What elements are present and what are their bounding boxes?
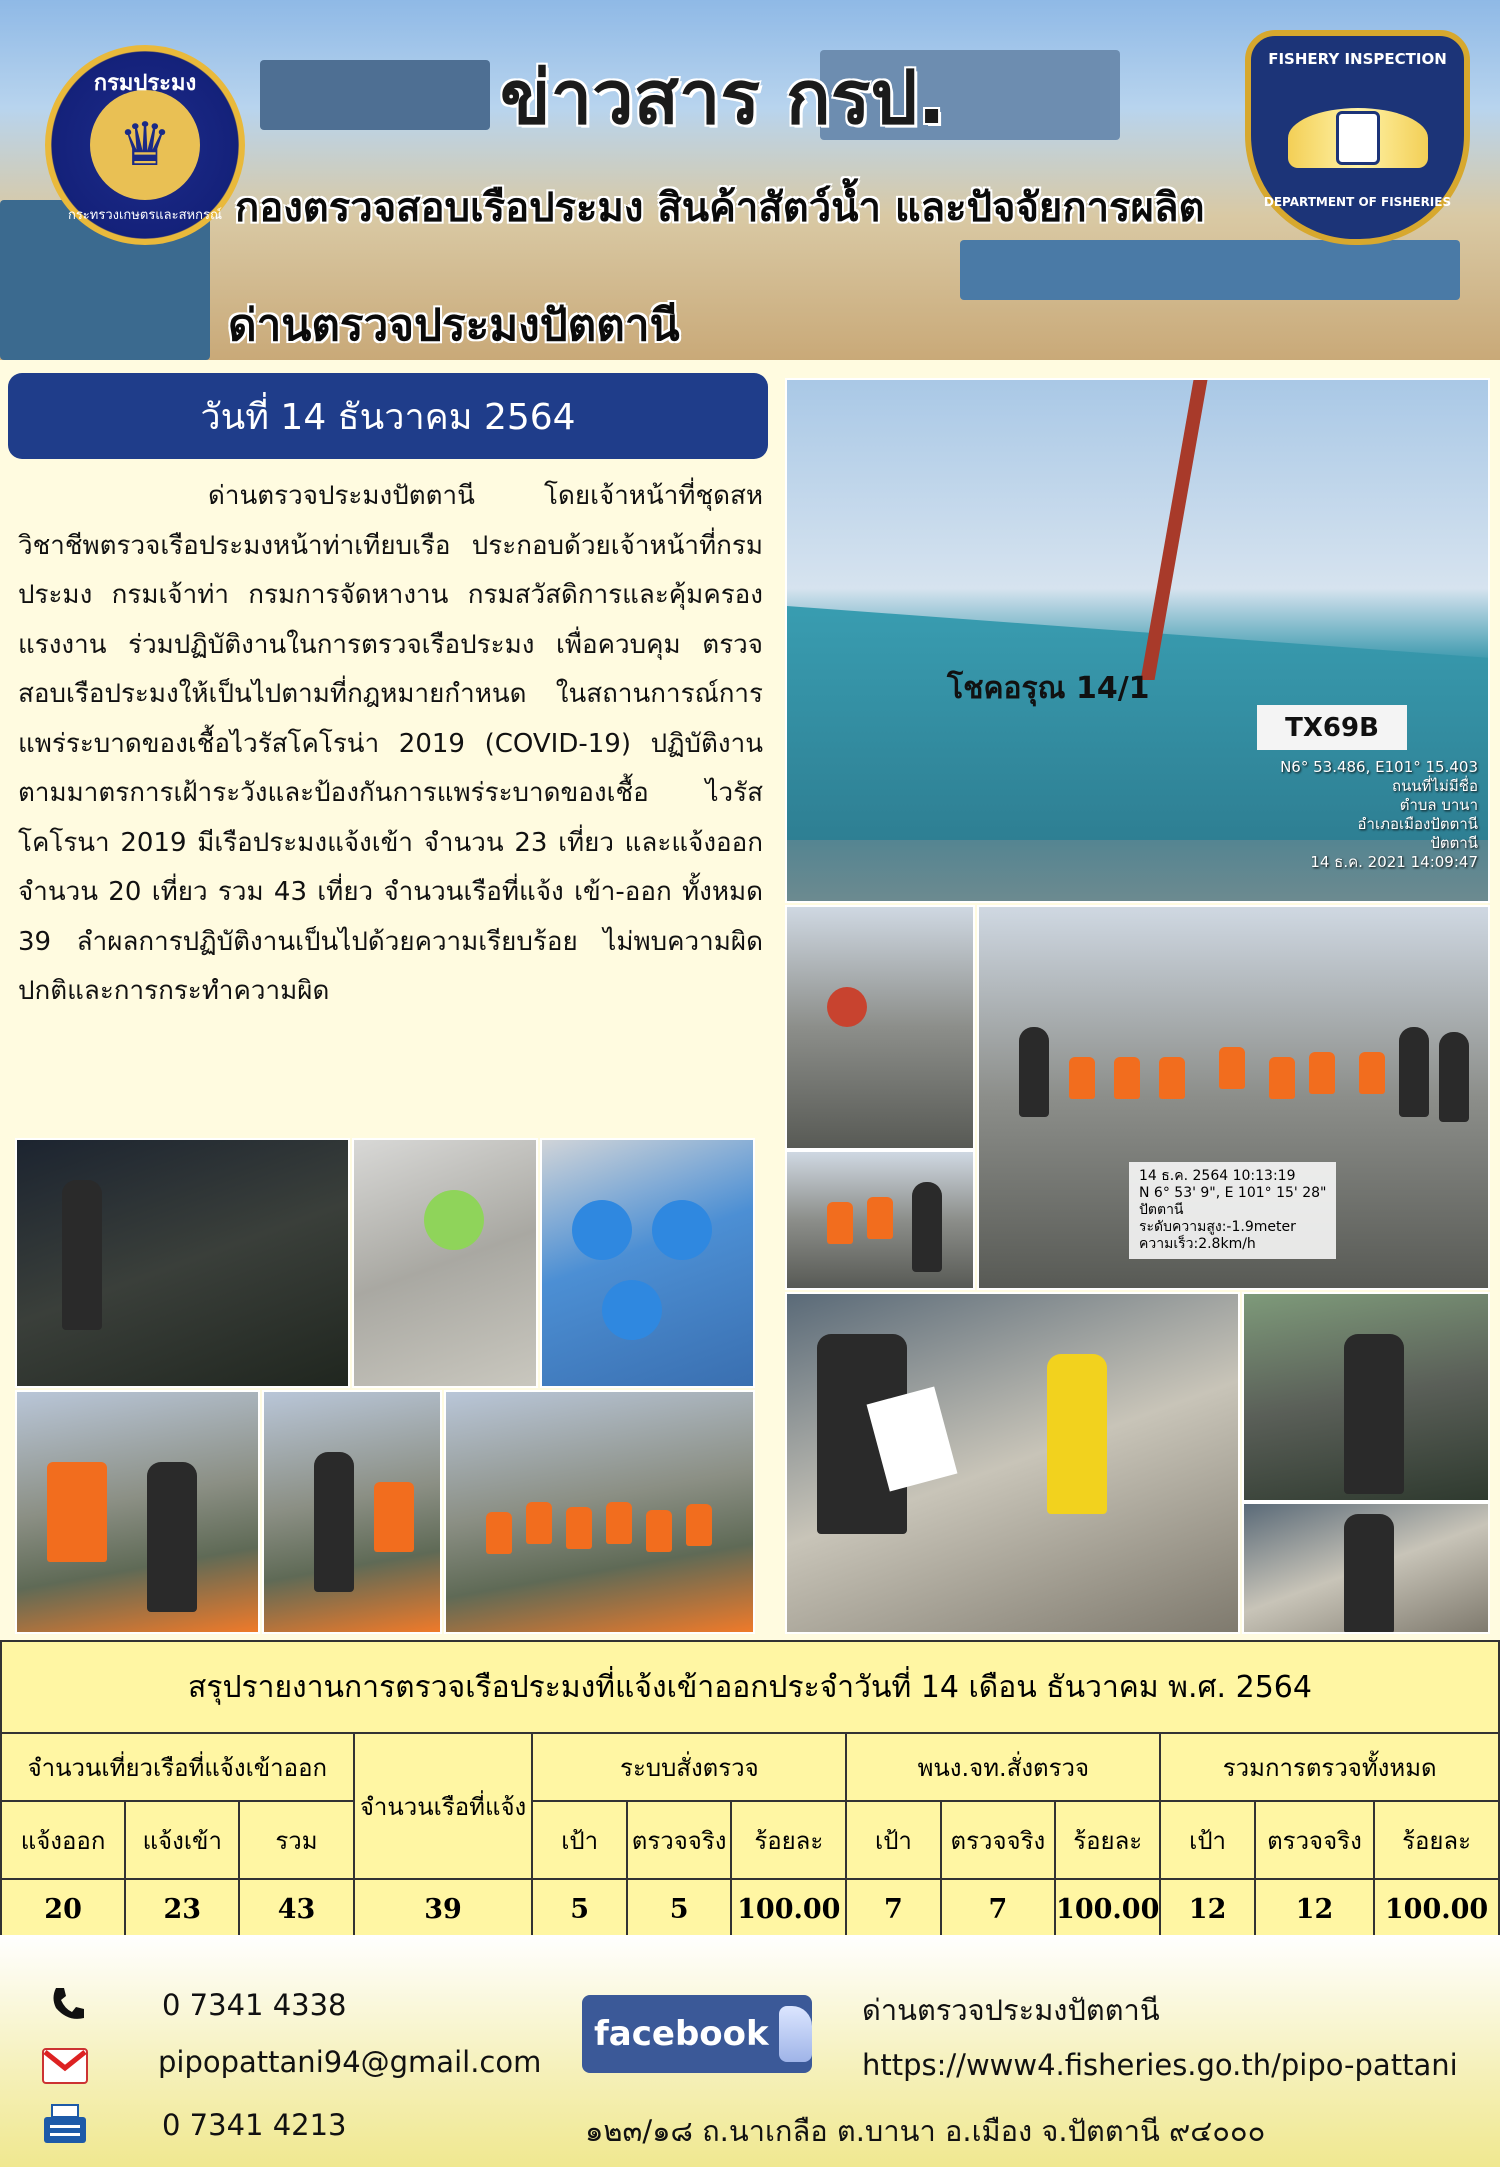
- col-pnj-target: เป้า: [846, 1801, 940, 1879]
- email-icon: [42, 2045, 88, 2087]
- summary-table-section: [0, 1640, 1500, 1940]
- col-in: แจ้งเข้า: [125, 1801, 239, 1879]
- cell-sys-target: 5: [532, 1879, 626, 1939]
- col-sys-actual: ตรวจจริง: [627, 1801, 731, 1879]
- table-row: [1, 1879, 1499, 1939]
- photo-crew-lineup: [977, 905, 1490, 1290]
- photo-crew-group: [444, 1390, 755, 1634]
- office-title: ด่านตรวจประมงปัตตานี: [228, 300, 680, 351]
- logo-left-bottom-text: กระทรวงเกษตรและสหกรณ์: [67, 208, 223, 223]
- cell-in: 23: [125, 1879, 239, 1939]
- badge-top-text: FISHERY INSPECTION: [1268, 50, 1447, 68]
- newsletter-title: ข่าวสาร กรป.: [500, 55, 946, 141]
- col-tot-target: เป้า: [1160, 1801, 1254, 1879]
- gps-stamp-boat: N6° 53.486, E101° 15.403 ถนนที่ไม่มีชื่อ ตำบล บานา อำเภอเมืองปัตตานี ปัตตานี 14 ธ.ค. 2021 14:09:47: [1280, 758, 1478, 871]
- office-address: ๑๒๓/๑๘ ถ.นาเกลือ ต.บานา อ.เมือง จ.ปัตตานี ๙๔๐๐๐: [585, 2114, 1266, 2148]
- boat-name: โชคอรุณ 14/1: [947, 671, 1150, 706]
- photo-officer-writing: [15, 1390, 260, 1634]
- facebook-label: facebook: [594, 2014, 769, 2054]
- date-banner: วันที่ 14 ธันวาคม 2564: [8, 373, 768, 459]
- cell-tot-percent: 100.00: [1374, 1879, 1499, 1939]
- fax-number[interactable]: 0 7341 4213: [162, 2108, 347, 2142]
- photo-document-check: [262, 1390, 442, 1634]
- cell-sys-actual: 5: [627, 1879, 731, 1939]
- col-tot-percent: ร้อยละ: [1374, 1801, 1499, 1879]
- header-system: ระบบสั่งตรวจ: [532, 1733, 846, 1801]
- photo-paperwork: [1242, 1502, 1490, 1634]
- photo-fishing-boat: [785, 378, 1490, 903]
- cell-pnj-target: 7: [846, 1879, 940, 1939]
- boat-registration: TX69B: [1257, 705, 1407, 750]
- header-boats: จำนวนเรือที่แจ้ง: [354, 1733, 533, 1879]
- wings-shield-icon: [1288, 108, 1428, 168]
- photo-officer-check: [1242, 1292, 1490, 1502]
- photo-dock-equipment: [785, 905, 975, 1150]
- news-body-text: ด่านตรวจประมงปัตตานี โดยเจ้าหน้าที่ชุดสหวิชาชีพตรวจเรือประมงหน้าท่าเทียบเรือ ประกอบด้วยเจ้าหน้าที่กรมประมง กรมเจ้าท่า กรมการจัดหางาน กรมสวัสดิการและคุ้มครองแรงงาน ร่วมปฏิบัติงานในการตรวจเรือประมง เพื่อควบคุม ตรวจสอบเรือประมงให้เป็นไปตามที่กฎหมายกำหนด ในสถานการณ์การแพร่ระบาดของเชื้อไวรัสโคโรน่า 2019 (COVID-19) ปฏิบัติงานตามมาตรการเฝ้าระวังและป้องกันการแพร่ระบาดของเชื้อ ไวรัสโคโรนา 2019 มีเรือประมงแจ้งเข้า จำนวน 23 เที่ยว และแจ้งออก จำนวน 20 เที่ยว รวม 43 เที่ยว จำนวนเรือที่แจ้ง เข้า-ออก ทั้งหมด 39 ลำผลการปฏิบัติงานเป็นไปด้วยความเรียบร้อย ไม่พบความผิดปกติและการกระทำความผิด: [18, 481, 763, 1006]
- summary-table: [0, 1732, 1500, 1940]
- cell-tot-target: 12: [1160, 1879, 1254, 1939]
- cell-pnj-percent: 100.00: [1055, 1879, 1160, 1939]
- phone-icon: [45, 1983, 91, 2025]
- cell-out: 20: [1, 1879, 125, 1939]
- logo-left-top-text: กรมประมง: [93, 71, 197, 96]
- emblem-icon: ♛: [90, 90, 200, 200]
- gps-stamp-crew: 14 ธ.ค. 2564 10:13:19 N 6° 53' 9", E 101° 15' 28" ปัตตานี ระดับความสูง:-1.9meter ความเร็ว:2.8km/h: [1129, 1162, 1336, 1259]
- division-subtitle: กองตรวจสอบเรือประมง สินค้าสัตว์น้ำ และปัจจัยการผลิต: [235, 185, 1205, 231]
- harbor-photo-boats-bottom: [960, 240, 1460, 300]
- website-link[interactable]: https://www4.fisheries.go.th/pipo-pattani: [862, 2048, 1458, 2082]
- col-out: แจ้งออก: [1, 1801, 125, 1879]
- fishery-inspection-badge: [1245, 30, 1470, 245]
- facebook-logo[interactable]: [582, 1995, 812, 2073]
- col-tot-actual: ตรวจจริง: [1255, 1801, 1374, 1879]
- contact-footer: [0, 1935, 1500, 2167]
- thumbs-up-icon: [779, 2006, 812, 2062]
- cell-pnj-actual: 7: [941, 1879, 1055, 1939]
- fax-icon: [42, 2103, 88, 2145]
- header-total: รวมการตรวจทั้งหมด: [1160, 1733, 1499, 1801]
- phone-number[interactable]: 0 7341 4338: [162, 1988, 347, 2022]
- badge-bottom-text: DEPARTMENT OF FISHERIES: [1263, 195, 1452, 209]
- header-trips: จำนวนเที่ยวเรือที่แจ้งเข้าออก: [1, 1733, 354, 1801]
- photo-night-inspection: [15, 1138, 350, 1388]
- email-address[interactable]: pipopattani94@gmail.com: [158, 2045, 542, 2079]
- header-banner: [0, 0, 1500, 360]
- photo-document-inspection: [785, 1292, 1240, 1634]
- col-pnj-actual: ตรวจจริง: [941, 1801, 1055, 1879]
- cell-sum: 43: [239, 1879, 353, 1939]
- photo-fish-on-ice: [352, 1138, 538, 1388]
- harbor-photo-boats: [260, 60, 490, 130]
- cell-boats: 39: [354, 1879, 533, 1939]
- cell-sys-percent: 100.00: [731, 1879, 846, 1939]
- cell-tot-actual: 12: [1255, 1879, 1374, 1939]
- facebook-page-name[interactable]: ด่านตรวจประมงปัตตานี: [862, 1993, 1160, 2027]
- department-of-fisheries-logo: [45, 45, 245, 245]
- col-sys-target: เป้า: [532, 1801, 626, 1879]
- photo-fish-containers: [540, 1138, 755, 1388]
- col-sum: รวม: [239, 1801, 353, 1879]
- header-pnj: พนง.จท.สั่งตรวจ: [846, 1733, 1160, 1801]
- photo-crew-small: [785, 1150, 975, 1290]
- col-sys-percent: ร้อยละ: [731, 1801, 846, 1879]
- summary-title: สรุปรายงานการตรวจเรือประมงที่แจ้งเข้าออกประจำวันที่ 14 เดือน ธันวาคม พ.ศ. 2564: [0, 1640, 1500, 1732]
- col-pnj-percent: ร้อยละ: [1055, 1801, 1160, 1879]
